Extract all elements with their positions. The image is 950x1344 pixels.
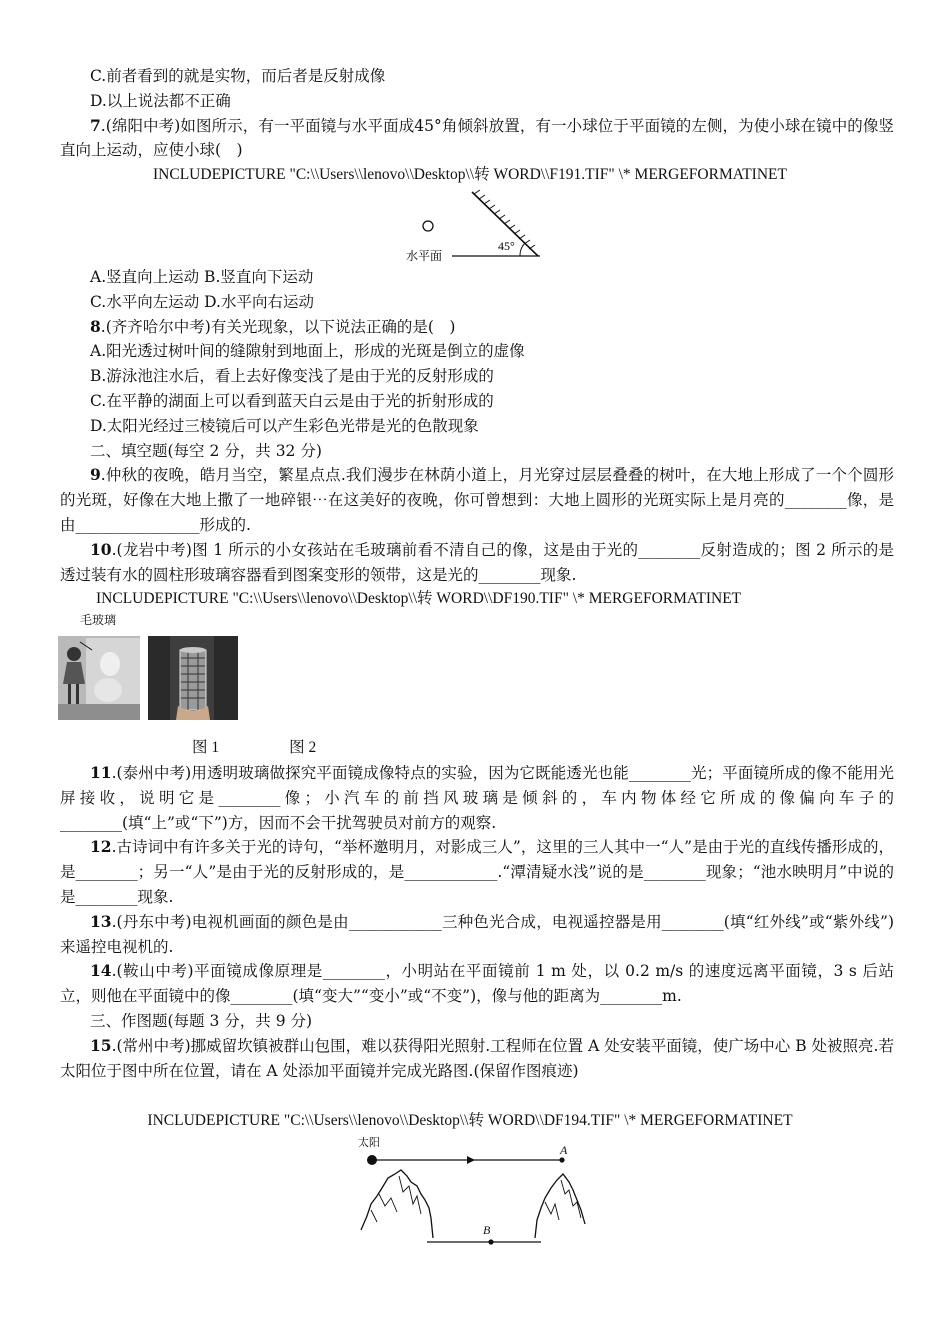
q9-text: .仲秋的夜晚，皓月当空，繁星点点.我们漫步在林荫小道上，月光穿过层层叠叠的树叶，在大地上形成了一个个圆形的光斑，好像在大地上撒了一地碎银⋯在这美好的夜晚，你可曾想到：大地上圆形的光斑实际上是月亮的________像，是由________________形成的. [60,466,894,534]
q13-source: .(丹东中考) [111,912,192,931]
q10-captions [60,736,894,761]
q8-option-b: B.游泳池注水后，看上去好像变浅了是由于光的反射形成的 [90,367,494,386]
q7-text: 如图所示，有一平面镜与水平面成45°角倾斜放置，有一小球位于平面镜的左侧，为使小球在镜中的像竖直向上运动，应使小球( ) [60,116,894,160]
point-a [559,1157,564,1162]
q10-include-field: INCLUDEPICTURE "C:\\Users\\lenovo\\Desktop\\转 WORD\\DF190.TIF" \* MERGEFORMATINET [96,590,742,608]
figure-1-girl-glass [58,612,140,720]
q7-number: 7 [90,115,101,135]
point-a-label: A [560,1143,568,1157]
glass-cylinder [180,650,206,710]
q7-options-cd: C.水平向左运动 D.水平向右运动 [90,292,314,311]
q12-number: 12 [90,837,112,857]
ball-icon [423,221,433,231]
ground-label: 水平面 [406,249,443,263]
question-14 [60,959,894,1009]
q15-text: 挪威留坎镇被群山包围，难以获得阳光照射.工程师在位置 A 处安装平面镜，使广场中心 B 处被照亮.若太阳位于图中所在位置，请在 A 处添加平面镜并完成光路图.(保留作图痕迹) [60,1036,894,1080]
frosted-glass-label: 毛玻璃 [80,613,117,627]
q8-option-a: A.阳光透过树叶间的缝隙射到地面上，形成的光斑是倒立的虚像 [90,342,525,361]
question-10 [60,538,894,588]
q12-text: .古诗词中有许多关于光的诗句，“举杯邀明月，对影成三人”，这里的三人其中一“人”是由于光的直线传播形成的，是________；另一“人”是由于光的反射形成的，是____________.“潭清疑水浅”说的是________现象；“池水映明月”中说的是________现象. [60,838,894,906]
point-b-label: B [483,1223,491,1237]
q7-options-ab: A.竖直向上运动 B.竖直向下运动 [90,267,314,286]
q8-option-c: C.在平静的湖面上可以看到蓝天白云是由于光的折射形成的 [90,391,494,410]
question-8 [60,315,894,340]
section-3-heading: 三、作图题(每题 3 分，共 9 分) [90,1011,313,1030]
question-15 [60,1034,894,1084]
q15-source: .(常州中考) [111,1036,191,1055]
q6-option-d: D.以上说法都不正确 [90,91,231,110]
q10-number: 10 [90,539,112,559]
mirror-figure [400,186,550,264]
mountain-figure [355,1134,590,1250]
sun-label: 太阳 [358,1136,380,1149]
q13-text: 电视机画面的颜色是由____________三种色光合成，电视遥控器是用________(填“红外线”或“紫外线”)来遥控电视机的. [60,912,894,956]
question-9 [60,463,894,537]
angle-arc [520,243,525,256]
q15-include-field: INCLUDEPICTURE "C:\\Users\\lenovo\\Desktop\\转 WORD\\DF194.TIF" \* MERGEFORMATINET [147,1112,793,1130]
figure-1-caption: 图 1 [192,739,220,757]
q15-number: 15 [90,1035,112,1055]
figure-2-cylinder [148,636,238,720]
girl-head [67,647,81,661]
q14-number: 14 [90,961,112,981]
question-11 [60,761,894,835]
q11-number: 11 [90,762,112,782]
q10-text: 图 1 所示的小女孩站在毛玻璃前看不清自己的像，这是由于光的________反射造成的；图 2 所示的是透过装有水的圆柱形玻璃容器看到图案变形的领带，这是光的________现象. [60,540,894,584]
q9-number: 9 [90,465,101,485]
q11-source: .(泰州中考) [111,763,192,782]
q8-source: .(齐齐哈尔中考) [100,317,211,336]
q8-option-d: D.太阳光经过三棱镜后可以产生彩色光带是光的色散现象 [90,416,479,435]
q14-text: 平面镜成像原理是________，小明站在平面镜前 1 m 处，以 0.2 m/s 的速度远离平面镜，3 s 后站立，则他在平面镜中的像________(填“变大”“变小”或“不变”)，像与他的距离为________m. [60,962,894,1006]
q14-source: .(鞍山中考) [111,962,194,981]
ray-arrow-icon [467,1156,475,1164]
right-mountain [535,1174,585,1238]
q7-include-field: INCLUDEPICTURE "C:\\Users\\lenovo\\Desktop\\转 WORD\\F191.TIF" \* MERGEFORMATINET [153,166,787,184]
q7-source: .(绵阳中考) [100,116,181,135]
q6-option-c: C.前者看到的就是实物，而后者是反射成像 [90,67,386,85]
point-b [488,1239,493,1244]
question-12 [60,835,894,909]
question-7 [60,114,894,164]
q8-number: 8 [90,316,101,336]
q11-text: 用透明玻璃做探究平面镜成像特点的实验，因为它既能透光也能________光；平面镜所成的像不能用光屏接收，说明它是________像；小汽车的前挡风玻璃是倾斜的，车内物体经它所成的像偏向车子的________(填“上”或“下”)方，因而不会干扰驾驶员对前方的观察. [60,763,894,832]
figure-2-caption: 图 2 [289,739,317,757]
q8-text: 有关光现象，以下说法正确的是( ) [210,317,456,336]
q10-source: .(龙岩中考) [111,540,192,559]
q13-number: 13 [90,911,112,931]
section-2-heading: 二、填空题(每空 2 分，共 32 分) [90,441,322,460]
angle-label: 45° [498,239,515,253]
question-13 [60,910,894,960]
left-mountain [361,1170,433,1238]
